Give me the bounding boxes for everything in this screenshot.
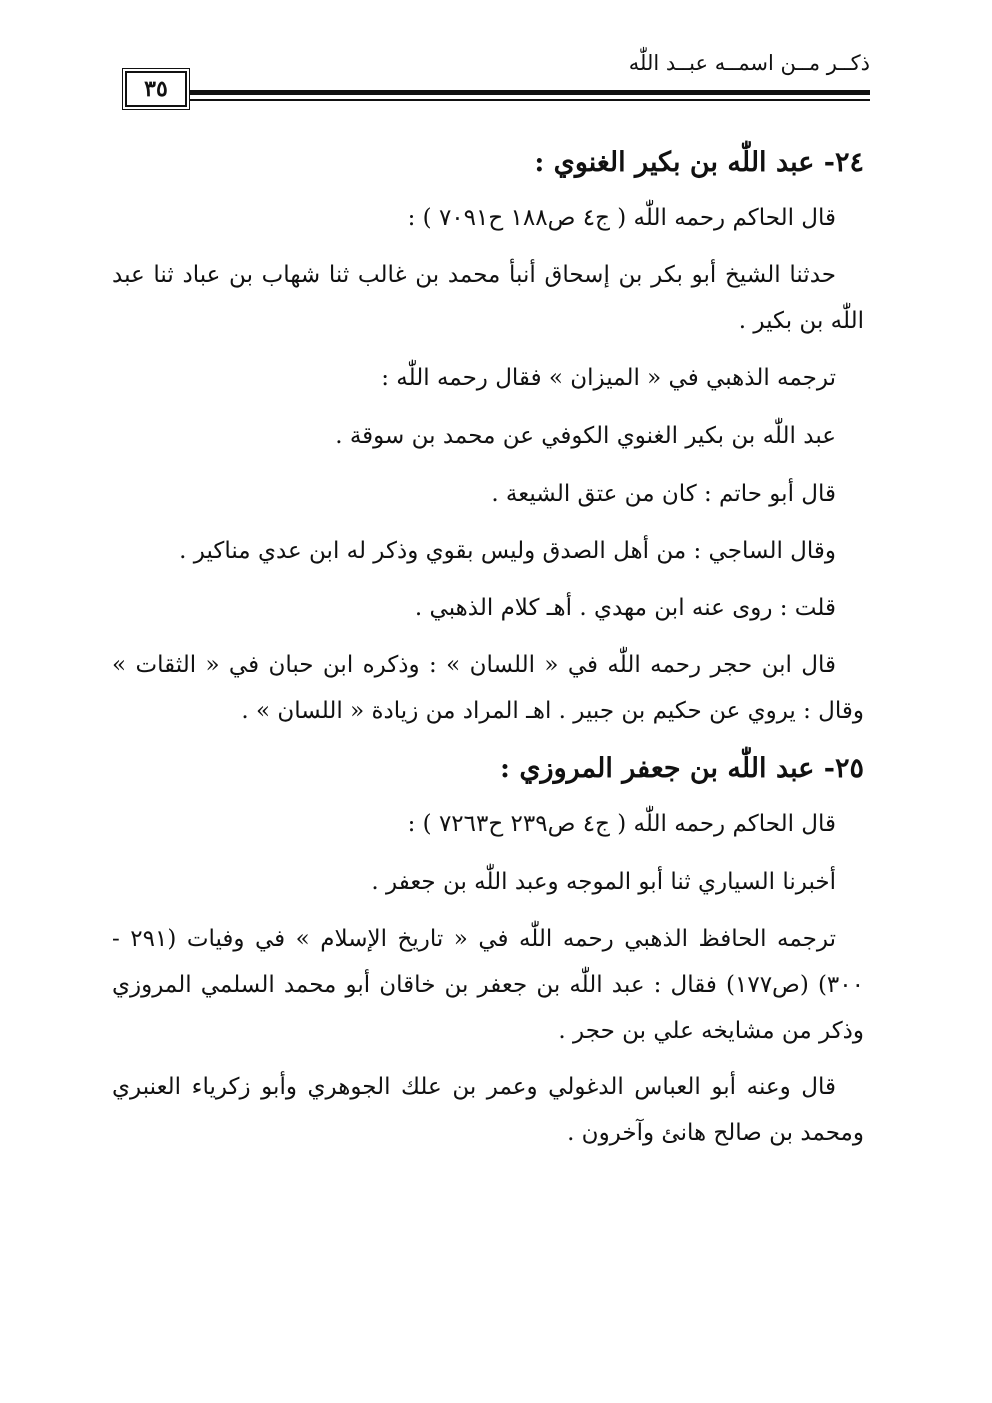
page-content xyxy=(112,138,864,1166)
paragraph: قال وعنه أبو العباس الدغولي وعمر بن علك الجوهري وأبو زكرياء العنبري ومحمد بن صالح هانئ وآخرون . xyxy=(112,1074,864,1146)
paragraph: قال الحاكم رحمه اللّٰه ( ج٤ ص١٨٨ ح٧٠٩١ ) : xyxy=(407,205,836,231)
paragraph: حدثنا الشيخ أبو بكر بن إسحاق أنبأ محمد بن غالب ثنا شهاب بن عباد ثنا عبد اللّٰه بن بكير . xyxy=(112,262,864,334)
paragraph: قال ابن حجر رحمه اللّٰه في « اللسان » : وذكره ابن حبان في « الثقات » وقال : يروي عن حكيم بن جبير . اهـ المراد من زيادة « اللسان » . xyxy=(112,652,864,724)
paragraph: ترجمه الحافظ الذهبي رحمه اللّٰه في « تاريخ الإسلام » في وفيات (٢٩١ - ٣٠٠) (ص١٧٧) فقال : عبد اللّٰه بن جعفر بن خاقان أبو محمد السلمي المروزي وذكر من مشايخه علي بن حجر . xyxy=(112,926,864,1044)
paragraph: قال أبو حاتم : كان من عتق الشيعة . xyxy=(491,481,836,507)
paragraph: قال الحاكم رحمه اللّٰه ( ج٤ ص٢٣٩ ح٧٢٦٣ ) : xyxy=(407,811,836,837)
entry-25 xyxy=(112,744,864,1156)
entry-heading: ٢٤- عبد اللّٰه بن بكير الغنوي : xyxy=(534,147,864,178)
entry-24 xyxy=(112,138,864,734)
header-rule-thick xyxy=(189,90,870,95)
paragraph: عبد اللّٰه بن بكير الغنوي الكوفي عن محمد بن سوقة . xyxy=(335,423,836,449)
header-rule-thin xyxy=(189,99,870,101)
paragraph: قلت : روى عنه ابن مهدي . أهـ كلام الذهبي . xyxy=(414,595,836,621)
paragraph: وقال الساجي : من أهل الصدق وليس بقوي وذكر له ابن عدي مناكير . xyxy=(179,538,836,564)
running-title: ذكــر مــن اسمــه عبــد اللّٰه xyxy=(628,51,870,75)
paragraph: أخبرنا السياري ثنا أبو الموجه وعبد اللّٰه بن جعفر . xyxy=(371,869,836,895)
page-number: ٣٥ xyxy=(125,71,187,107)
paragraph: ترجمه الذهبي في « الميزان » فقال رحمه اللّٰه : xyxy=(381,365,836,391)
entry-heading: ٢٥- عبد اللّٰه بن جعفر المروزي : xyxy=(500,753,864,784)
